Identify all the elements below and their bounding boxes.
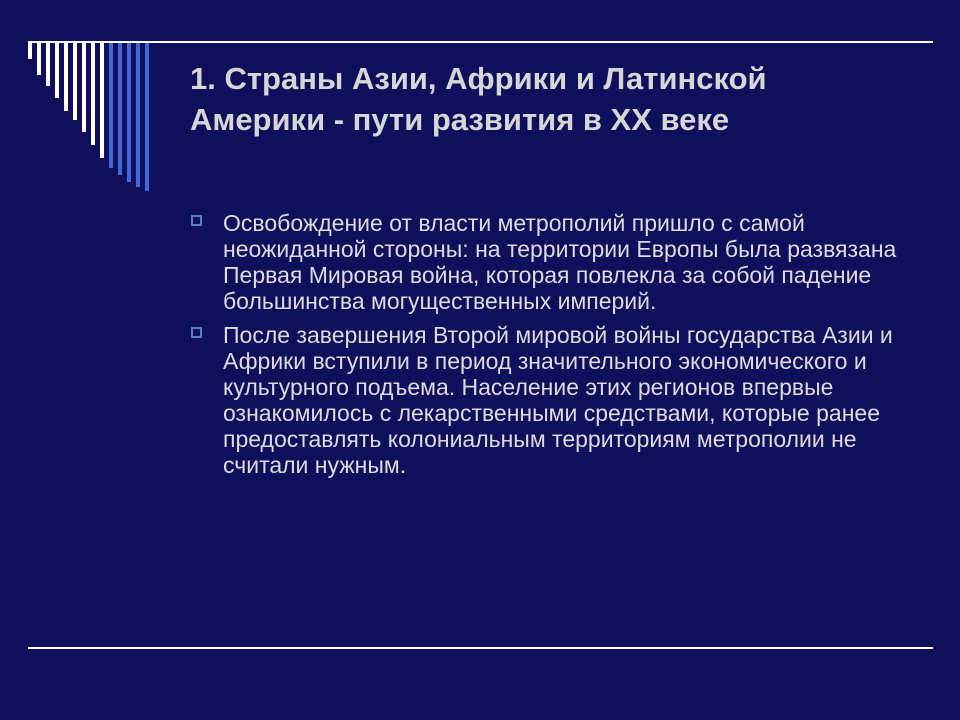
bullet-text: Освобождение от власти метрополий пришло с самой неожиданной стороны: на территории Европы была развязана Первая Мировая война, которая повлекла за собой падение большинства могущественных империй. xyxy=(223,210,897,314)
stripe-7 xyxy=(82,41,86,132)
square-bullet-icon xyxy=(191,327,202,338)
stripe-8 xyxy=(91,41,95,145)
stripe-2 xyxy=(37,41,41,75)
stripe-14 xyxy=(145,41,149,191)
stripe-13 xyxy=(136,41,140,187)
bullet-item xyxy=(190,210,920,314)
stripe-5 xyxy=(64,41,68,111)
stripe-3 xyxy=(46,41,50,86)
stripe-12 xyxy=(127,41,131,182)
square-bullet-icon xyxy=(191,215,202,226)
stripe-4 xyxy=(55,41,59,98)
bullet-list xyxy=(190,210,920,486)
bullet-text: После завершения Второй мировой войны государства Азии и Африки вступили в период значительного экономического и культурного подъема. Население этих регионов впервые ознакомилось с лекарственными средствами, которые ранее предоставлять колониальным территориям метрополии не считали нужным. xyxy=(223,322,893,478)
stripe-10 xyxy=(109,41,113,168)
bottom-rule xyxy=(28,647,933,649)
top-rule xyxy=(28,41,933,43)
stripe-11 xyxy=(118,41,122,175)
decorative-stripes xyxy=(0,0,170,200)
stripe-6 xyxy=(73,41,77,120)
bullet-item xyxy=(190,322,920,478)
slide-title: 1. Страны Азии, Африки и Латинской Америки - пути развития в XX веке xyxy=(190,61,767,137)
stripe-1 xyxy=(28,41,32,59)
stripe-9 xyxy=(100,41,104,158)
